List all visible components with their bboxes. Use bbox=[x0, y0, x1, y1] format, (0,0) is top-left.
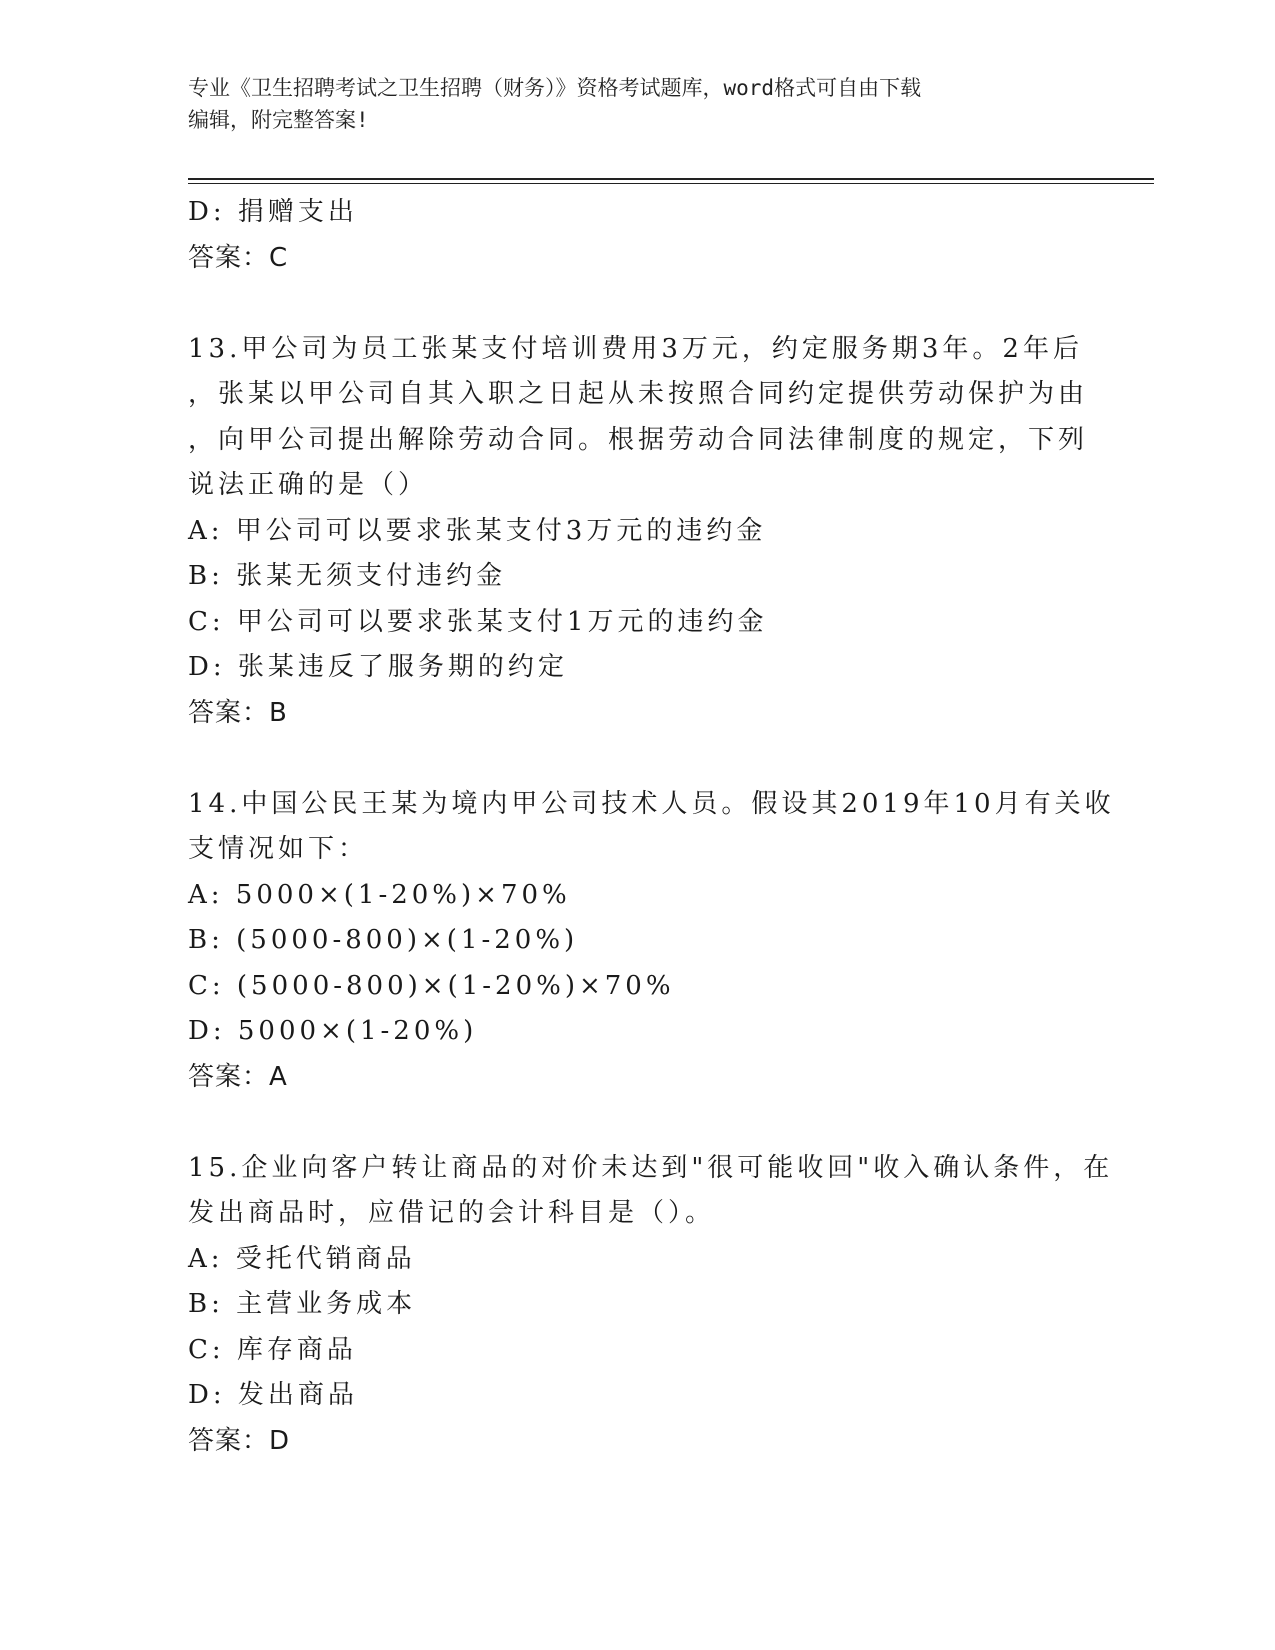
question-13 bbox=[188, 327, 1088, 737]
question-15 bbox=[188, 1146, 1114, 1465]
option-c: C: (5000-800)×(1-20%)×70% bbox=[188, 970, 675, 1001]
document-header bbox=[188, 72, 1068, 136]
prev-question-tail bbox=[188, 190, 1088, 281]
answer-line: 答案：B bbox=[188, 697, 288, 728]
answer-line: 答案：A bbox=[188, 1061, 288, 1092]
option-d: D: 张某违反了服务期的约定 bbox=[188, 652, 568, 682]
option-c: C: 甲公司可以要求张某支付1万元的违约金 bbox=[188, 606, 768, 637]
question-content bbox=[188, 190, 1115, 1464]
option-a: A: 受托代销商品 bbox=[188, 1243, 416, 1274]
answer-line: 答案：C bbox=[188, 242, 289, 273]
question-text-line: 支情况如下： bbox=[188, 834, 369, 864]
question-text-line: ，张某以甲公司自其入职之日起从未按照合同约定提供劳动保护为由 bbox=[188, 379, 1089, 409]
option-b: B: 张某无须支付违约金 bbox=[188, 561, 507, 591]
option-c: C: 库存商品 bbox=[188, 1334, 357, 1365]
question-text-line: 13.甲公司为员工张某支付培训费用3万元，约定服务期3年。2年后 bbox=[188, 333, 1083, 364]
option-d: D: 5000×(1-20%) bbox=[188, 1016, 478, 1046]
question-text-line: 说法正确的是（） bbox=[188, 470, 429, 500]
header-divider-thin bbox=[188, 183, 1154, 184]
option-b: B: (5000-800)×(1-20%) bbox=[188, 925, 579, 955]
option-d: D: 发出商品 bbox=[188, 1380, 358, 1410]
header-line-1: 专业《卫生招聘考试之卫生招聘（财务）》资格考试题库，word格式可自由下载 bbox=[188, 76, 922, 100]
option-b: B: 主营业务成本 bbox=[188, 1289, 417, 1319]
header-line-2: 编辑，附完整答案! bbox=[188, 108, 369, 132]
question-text-line: ，向甲公司提出解除劳动合同。根据劳动合同法律制度的规定，下列 bbox=[188, 424, 1089, 455]
question-text-line: 14.中国公民王某为境内甲公司技术人员。假设其2019年10月有关收 bbox=[188, 788, 1115, 819]
question-text-line: 发出商品时，应借记的会计科目是（）。 bbox=[188, 1198, 716, 1228]
option-d: D: 捐赠支出 bbox=[188, 197, 358, 227]
header-divider-thick bbox=[188, 178, 1154, 180]
question-text-line: 15.企业向客户转让商品的对价未达到"很可能收回"收入确认条件，在 bbox=[188, 1152, 1114, 1183]
answer-line: 答案：D bbox=[188, 1425, 291, 1456]
question-14 bbox=[188, 782, 1115, 1101]
option-a: A: 5000×(1-20%)×70% bbox=[188, 879, 571, 910]
option-a: A: 甲公司可以要求张某支付3万元的违约金 bbox=[188, 515, 767, 546]
